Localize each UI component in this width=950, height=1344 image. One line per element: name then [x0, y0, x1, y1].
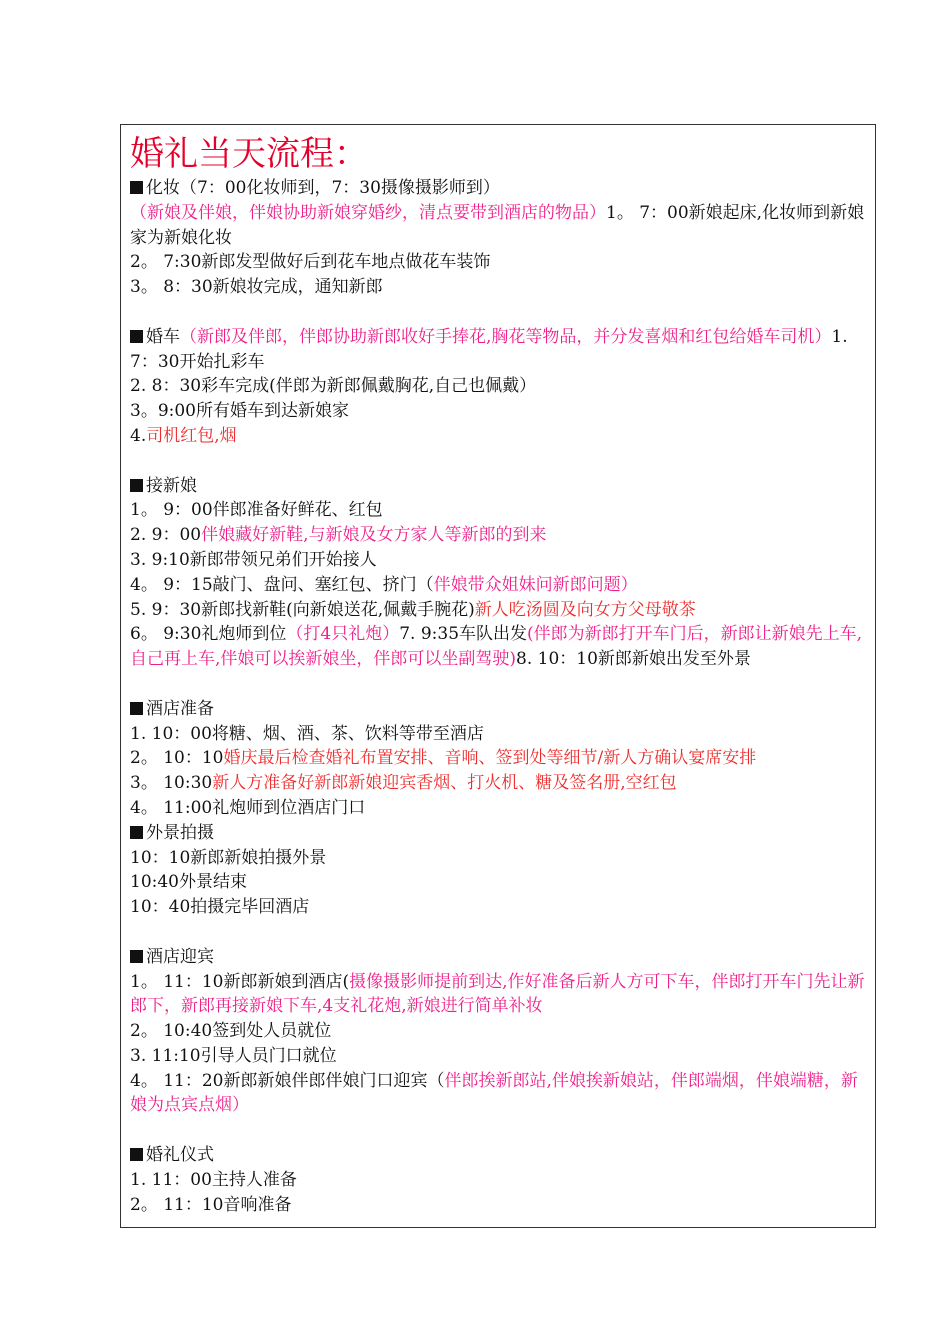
line-text: 2。 7:30新郎发型做好后到花车地点做花车装饰	[130, 252, 491, 273]
schedule-line	[130, 1193, 870, 1218]
schedule-line	[130, 722, 870, 747]
schedule-line	[130, 796, 870, 821]
highlighted-note: 伴娘藏好新鞋,与新娘及女方家人等新郎的到来	[201, 525, 547, 546]
line-text: 3。9:00所有婚车到达新娘家	[130, 401, 349, 422]
schedule-line	[130, 895, 870, 920]
line-text: 4。 11：20新郎新娘伴郎伴娘门口迎宾（	[130, 1070, 445, 1091]
line-text: 10：10新郎新娘拍摄外景	[130, 847, 327, 868]
highlighted-note: 婚庆最后检查婚礼布置安排、音响、签到处等细节/新人方确认宴席安排	[223, 748, 757, 769]
schedule-line	[130, 598, 870, 623]
schedule-line	[130, 275, 870, 300]
spacer	[130, 672, 870, 697]
line-text: 酒店迎宾	[146, 946, 214, 967]
line-text: 10：40拍摄完毕回酒店	[130, 897, 310, 918]
schedule-line	[130, 1019, 870, 1044]
black-square-bullet-icon	[130, 330, 143, 343]
line-text: 3。 8：30新娘妆完成，通知新郎	[130, 277, 383, 298]
schedule-line	[130, 424, 870, 449]
schedule-list	[130, 176, 870, 1217]
line-text: 1。 9：00伴郎准备好鲜花、红包	[130, 500, 383, 521]
schedule-line	[130, 846, 870, 871]
highlighted-note: （新郎及伴郎，伴郎协助新郎收好手捧花,胸花等物品，并分发喜烟和红包给婚车司机）	[180, 326, 832, 347]
section-heading	[130, 697, 870, 722]
schedule-line	[130, 746, 870, 771]
schedule-line	[130, 201, 870, 251]
schedule-line	[130, 250, 870, 275]
line-text: 5. 9：30新郎找新鞋(向新娘送花,佩戴手腕花)	[130, 599, 475, 620]
line-text: 化妆（7：00化妆师到，7：30摄像摄影师到）	[146, 178, 500, 198]
black-square-bullet-icon	[130, 1148, 143, 1161]
line-text: 1。 7：00新娘起床,化妆师到新娘家为新娘化妆	[130, 202, 865, 248]
page-title: 婚礼当天流程：	[130, 134, 368, 174]
document-body	[130, 132, 870, 1217]
highlighted-note: (伴郎为新郎打开车门后，新郎让新娘先上车,自己再上车,伴娘可以挨新娘坐，伴郎可以坐副驾驶)	[130, 624, 863, 670]
line-text: 外景拍摄	[146, 822, 214, 843]
schedule-line	[130, 970, 870, 1020]
line-text: 2。 10:40签到处人员就位	[130, 1021, 332, 1042]
schedule-line	[130, 399, 870, 424]
schedule-line	[130, 374, 870, 399]
section-heading	[130, 176, 870, 201]
line-text: 3。 10:30	[130, 773, 213, 794]
schedule-line	[130, 1044, 870, 1069]
spacer	[130, 920, 870, 945]
line-text: 10:40外景结束	[130, 872, 247, 893]
schedule-line	[130, 498, 870, 523]
section-heading	[130, 945, 870, 970]
schedule-line	[130, 1069, 870, 1119]
line-text: 接新娘	[146, 475, 197, 496]
highlighted-note: 摄像摄影师提前到达,作好准备后新人方可下车，伴郎打开车门先让新郎下，新郎再接新娘下车,4支礼花炮,新娘进行简单补妆	[130, 971, 865, 1017]
spacer	[130, 449, 870, 474]
black-square-bullet-icon	[130, 950, 143, 963]
line-text: 2。 10：10	[130, 748, 224, 769]
schedule-line	[130, 622, 870, 672]
highlighted-note: 新人方准备好新郎新娘迎宾香烟、打火机、糖及签名册,空红包	[212, 773, 677, 794]
black-square-bullet-icon	[130, 826, 143, 839]
black-square-bullet-icon	[130, 181, 143, 194]
line-text: 1. 7：30开始扎彩车	[130, 326, 848, 372]
highlighted-note: 伴娘带众姐妹问新郎问题）	[433, 574, 638, 595]
line-text: 4.	[130, 425, 147, 446]
line-text: 4。 11:00礼炮师到位酒店门口	[130, 797, 366, 818]
schedule-line	[130, 870, 870, 895]
highlighted-note: 司机红包,烟	[146, 425, 237, 446]
highlighted-note: 新人吃汤圆及向女方父母敬茶	[474, 599, 696, 620]
schedule-line	[130, 548, 870, 573]
black-square-bullet-icon	[130, 479, 143, 492]
black-square-bullet-icon	[130, 702, 143, 715]
section-heading	[130, 325, 870, 375]
section-heading	[130, 1143, 870, 1168]
line-text: 1. 11：00主持人准备	[130, 1169, 297, 1190]
line-text: 2。 11：10音响准备	[130, 1194, 292, 1215]
section-heading	[130, 474, 870, 499]
line-text: 婚车	[146, 326, 180, 347]
highlighted-note: 伴郎挨新郎站,伴娘挨新娘站，伴郎端烟，伴娘端糖，新娘为点宾点烟）	[130, 1070, 858, 1116]
schedule-line	[130, 573, 870, 598]
highlighted-note: （打4只礼炮）	[286, 624, 400, 645]
line-text: 8. 10：10新郎新娘出发至外景	[516, 649, 751, 670]
spacer	[130, 1118, 870, 1143]
schedule-line	[130, 1168, 870, 1193]
line-text: 1。 11：10新郎新娘到酒店(	[130, 971, 350, 992]
highlighted-note: （新娘及伴娘，伴娘协助新娘穿婚纱，清点要带到酒店的物品）	[130, 202, 606, 223]
schedule-line	[130, 523, 870, 548]
line-text: 2. 9：00	[130, 525, 202, 546]
line-text: 1. 10：00将糖、烟、酒、茶、饮料等带至酒店	[130, 723, 484, 744]
line-text: 婚礼仪式	[146, 1145, 214, 1166]
line-text: 4。 9：15敲门、盘问、塞红包、挤门（	[130, 574, 434, 595]
line-text: 7. 9:35车队出发	[399, 624, 528, 645]
schedule-line	[130, 771, 870, 796]
section-heading	[130, 821, 870, 846]
line-text: 酒店准备	[146, 698, 214, 719]
line-text: 2. 8：30彩车完成(伴郎为新郎佩戴胸花,自己也佩戴）	[130, 376, 537, 397]
line-text: 3. 11:10引导人员门口就位	[130, 1045, 337, 1066]
spacer	[130, 300, 870, 325]
line-text: 3. 9:10新郎带领兄弟们开始接人	[130, 549, 377, 570]
line-text: 6。 9:30礼炮师到位	[130, 624, 287, 645]
